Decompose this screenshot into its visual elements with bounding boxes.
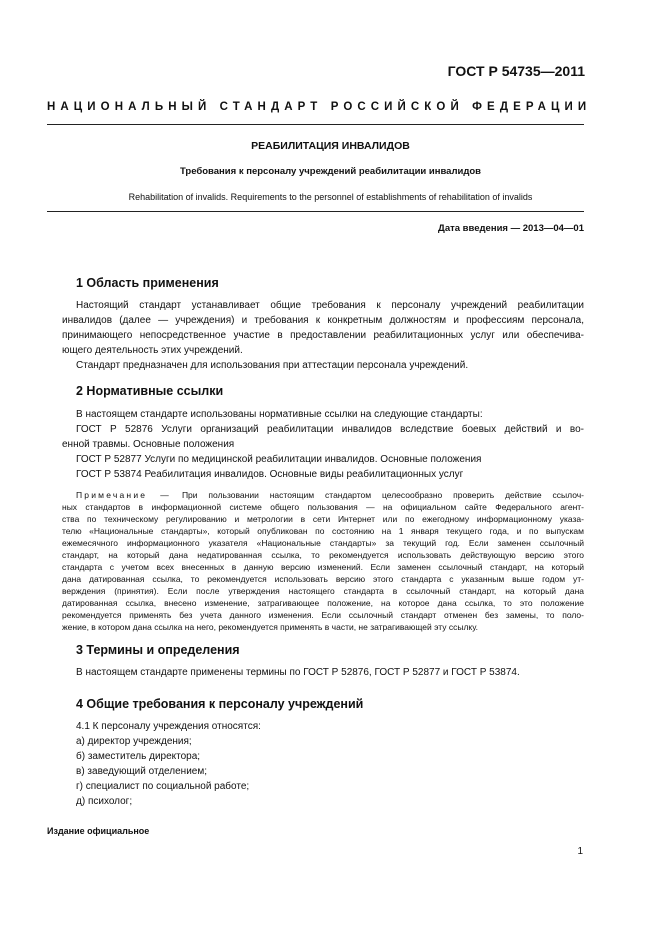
note-first-text: При пользовании настоящим стандартом целесообразно проверить действие ссылоч- (181, 490, 585, 500)
note-line: жение, в котором дана ссылка на него, рекомендуется применять в части, не затрагивающей эту ссылку. (62, 622, 479, 632)
reference-gost-52877: ГОСТ Р 52877 Услуги по медицинской реабилитации инвалидов. Основные положения (76, 454, 482, 465)
header-divider-top (47, 124, 584, 125)
page-number: 1 (577, 846, 583, 857)
note-line: датированная ссылка, внесено изменение, затрагивающее положение, на которое дана ссылка, то это положение (62, 598, 584, 608)
section-1-paragraph-2: Стандарт предназначен для использования при аттестации персонала учреждений. (76, 360, 469, 371)
note-line: рекомендуется применять без учета данного изменения. Если ссылочный стандарт отменен без замены, то поло- (62, 610, 584, 620)
note-line: стандарт, на который дана недатированная ссылка, то рекомендуется использовать действующую версию этого (62, 550, 584, 560)
section-4-heading: 4 Общие требования к персоналу учреждений (76, 697, 364, 711)
note-line: телю «Национальные стандарты», который опубликован по состоянию на 1 января текущего года, и по выпускам (62, 526, 584, 536)
list-item: г) специалист по социальной работе; (76, 781, 250, 792)
section-2-heading: 2 Нормативные ссылки (76, 384, 224, 398)
document-designation: ГОСТ Р 54735—2011 (447, 63, 585, 79)
section-1-paragraph-line: ющего деятельность этих учреждений. (62, 345, 243, 356)
official-edition-label: Издание официальное (47, 826, 150, 836)
note-line: ежемесячного информационного указателя «Национальные стандарты» за текущий год. Если заменен ссылочный (62, 538, 584, 548)
english-title: Rehabilitation of invalids. Requirements to the personnel of establishments of rehabilitation of invalids (128, 192, 533, 202)
effective-date: Дата введения — 2013—04—01 (438, 223, 584, 234)
document-title: РЕАБИЛИТАЦИЯ ИНВАЛИДОВ (251, 140, 410, 152)
note-line: верждения (принятия). Если после утверждения настоящего стандарта в ссылочный стандарт, на который дана (62, 586, 584, 596)
section-1-paragraph-line: Настоящий стандарт устанавливает общие требования к персоналу учреждений реабилитации (76, 300, 584, 311)
reference-gost-52876-cont: енной травмы. Основные положения (62, 439, 235, 450)
list-item: д) психолог; (76, 796, 133, 807)
note-label: Примечание — (76, 490, 172, 500)
document-subtitle: Требования к персоналу учреждений реабилитации инвалидов (179, 166, 482, 177)
note-line: ных стандартов в информационной системе общего пользования — на официальном сайте Федерального агент- (62, 502, 584, 512)
list-item: б) заместитель директора; (76, 751, 201, 762)
reference-gost-53874: ГОСТ Р 53874 Реабилитация инвалидов. Основные виды реабилитационных услуг (76, 469, 464, 480)
reference-gost-52876: ГОСТ Р 52876 Услуги организаций реабилитации инвалидов вследствие боевых действий и во- (76, 424, 584, 435)
note-first-line (62, 490, 584, 500)
section-3-heading: 3 Термины и определения (76, 643, 240, 657)
section-1-paragraph-line: инвалидов (далее — учреждения) и требования к конкретным должностям и профессиям персонала, (62, 315, 584, 326)
section-3-text: В настоящем стандарте применены термины по ГОСТ Р 52876, ГОСТ Р 52877 и ГОСТ Р 53874. (76, 667, 520, 678)
header-divider-bottom (47, 211, 584, 212)
list-item: в) заведующий отделением; (76, 766, 207, 777)
list-item: а) директор учреждения; (76, 736, 192, 747)
section-2-intro: В настоящем стандарте использованы нормативные ссылки на следующие стандарты: (76, 409, 483, 420)
note-line: стандарта с учетом всех внесенных в данную версию изменений. Если заменен ссылочный стандарт, на который (62, 562, 584, 572)
section-4-intro: 4.1 К персоналу учреждения относятся: (76, 721, 261, 732)
note-line: ства по техническому регулированию и метрологии в сети Интернет или по ежегодному информационному указа- (62, 514, 584, 524)
national-standard-banner: НАЦИОНАЛЬНЫЙ СТАНДАРТ РОССИЙСКОЙ ФЕДЕРАЦИИ (47, 101, 592, 113)
section-1-heading: 1 Область применения (76, 276, 219, 290)
note-line: дана датированная ссылка, то рекомендуется использовать версию этого стандарта с указанным выше годом ут- (62, 574, 584, 584)
section-1-paragraph-line: принимающего непосредственное участие в предоставлении реабилитационных услуг или обеспечива- (62, 330, 584, 341)
